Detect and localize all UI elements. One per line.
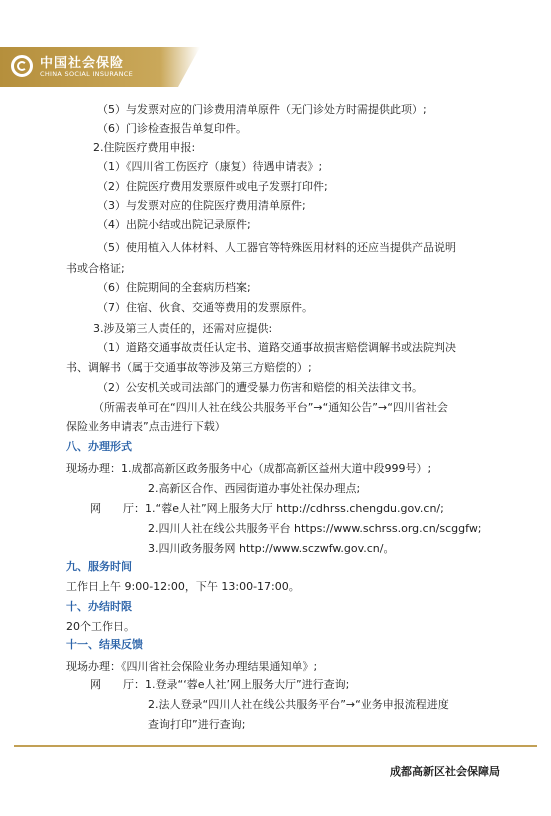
text-line: 工作日上午 9:00-12:00，下午 13:00-17:00。 <box>66 580 300 593</box>
text-line: （4）出院小结或出院记录原件; <box>97 218 251 231</box>
text-line: 书、调解书（属于交通事故等涉及第三方赔偿的）; <box>66 361 312 374</box>
text-line: （5）使用植入人体材料、人工器官等特殊医用材料的还应当提供产品说明 <box>97 241 456 254</box>
text-line: 网 厅：1.“蓉e人社”网上服务大厅 http://cdhrss.chengdu.gov.cn/; <box>90 502 444 515</box>
text-line: 现场办理：《四川省社会保险业务办理结果通知单》; <box>66 660 318 673</box>
text-line: 2.四川人社在线公共服务平台 https://www.schrss.org.cn/scggfw; <box>148 522 482 535</box>
text-line: （7）住宿、伙食、交通等费用的发票原件。 <box>97 301 313 314</box>
section-heading: 十、办结时限 <box>66 600 132 613</box>
section-heading: 十一、结果反馈 <box>66 638 143 651</box>
section-heading: 九、服务时间 <box>66 560 132 573</box>
text-line: 3.涉及第三人责任的，还需对应提供: <box>93 322 273 335</box>
text-line: 保险业务申请表”点击进行下载） <box>66 420 226 433</box>
text-line: （2）住院医疗费用发票原件或电子发票打印件; <box>97 180 328 193</box>
text-line: 现场办理：1.成都高新区政务服务中心（成都高新区益州大道中段999号）; <box>66 462 432 475</box>
text-line: （所需表单可在“四川人社在线公共服务平台”→“通知公告”→“四川省社会 <box>93 401 448 414</box>
section-heading: 八、办理形式 <box>66 440 132 453</box>
text-line: （6）住院期间的全套病历档案; <box>97 281 251 294</box>
footer-divider <box>14 745 537 747</box>
text-line: （2）公安机关或司法部门的遭受暴力伤害和赔偿的相关法律文书。 <box>97 381 423 394</box>
text-line: 20个工作日。 <box>66 620 135 633</box>
logo-chinese-text: 中国社会保险 <box>40 56 125 71</box>
text-line: 2.住院医疗费用申报: <box>93 141 196 154</box>
text-line: 书或合格证; <box>66 262 125 275</box>
text-line: 2.高新区合作、西园街道办事处社保办理点; <box>148 482 361 495</box>
text-line: 3.四川政务服务网 http://www.sczwfw.gov.cn/。 <box>148 542 395 555</box>
text-line: （1）《四川省工伤医疗（康复）待遇申请表》; <box>97 160 323 173</box>
social-insurance-logo-icon <box>11 55 33 77</box>
text-line: 2.法人登录“四川人社在线公共服务平台”→“业务申报流程进度 <box>148 698 449 711</box>
text-line: （1）道路交通事故责任认定书、道路交通事故损害赔偿调解书或法院判决 <box>97 341 456 354</box>
text-line: （5）与发票对应的门诊费用清单原件（无门诊处方时需提供此项）; <box>97 103 427 116</box>
text-line: （3）与发票对应的住院医疗费用清单原件; <box>97 199 306 212</box>
logo-english-text: CHINA SOCIAL INSURANCE <box>40 70 134 78</box>
text-line: （6）门诊检查报告单复印件。 <box>97 122 247 135</box>
text-line: 网 厅：1.登录“‘蓉e人社’网上服务大厅”进行查询; <box>90 678 350 691</box>
footer-organization: 成都高新区社会保障局 <box>390 765 500 778</box>
text-line: 查询打印”进行查询; <box>148 718 246 731</box>
